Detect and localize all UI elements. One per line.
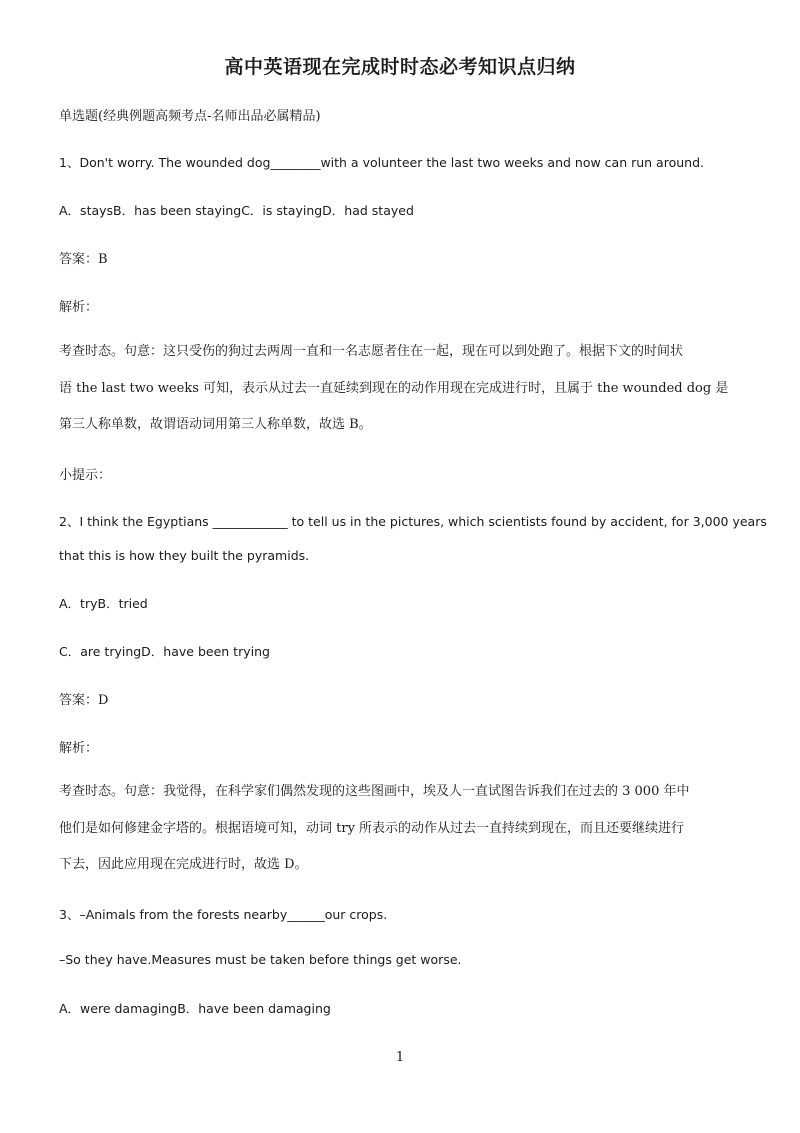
section-subtitle: 单选题(经典例题高频考点-名师出品必属精品) bbox=[59, 109, 321, 124]
question-2-answer: 答案：D bbox=[59, 693, 109, 708]
question-3-reply: –So they have.Measures must be taken before things get worse. bbox=[59, 952, 462, 967]
question-1-analysis bbox=[59, 334, 739, 444]
question-1-options: A．staysB．has been stayingC．is stayingD．had stayed bbox=[59, 203, 414, 218]
analysis-line: 他们是如何修建金字塔的。根据语境可知，动词 try 所表示的动作从过去一直持续到现在，而且还要继续进行 bbox=[59, 820, 685, 836]
analysis-line: 下去，因此应用现在完成进行时，故选 D。 bbox=[59, 857, 308, 872]
question-3-stem: 3、–Animals from the forests nearby______our crops. bbox=[59, 907, 388, 922]
question-2-stem-line-1: 2、I think the Egyptians ____________ to tell us in the pictures, which scientists found by accident, for 3,000 years bbox=[59, 514, 767, 529]
question-1-stem: 1、Don't worry. The wounded dog________with a volunteer the last two weeks and now can run around. bbox=[59, 155, 704, 170]
question-3-options-line-1: A．were damagingB．have been damaging bbox=[59, 1001, 331, 1016]
question-2-analysis bbox=[59, 774, 739, 884]
question-2-analysis-label: 解析： bbox=[59, 741, 99, 756]
question-1-tip: 小提示： bbox=[59, 468, 112, 483]
question-2-stem-line-2: that this is how they built the pyramids. bbox=[59, 548, 310, 563]
analysis-line: 第三人称单数，故谓语动词用第三人称单数，故选 B。 bbox=[59, 417, 372, 432]
question-1-analysis-label: 解析： bbox=[59, 300, 99, 315]
analysis-line: 考查时态。句意：这只受伤的狗过去两周一直和一名志愿者住在一起，现在可以到处跑了。根据下文的时间状 bbox=[59, 344, 684, 359]
question-1-answer: 答案：B bbox=[59, 252, 108, 267]
page-title: 高中英语现在完成时时态必考知识点归纳 bbox=[224, 56, 576, 78]
page-number: 1 bbox=[395, 1050, 405, 1065]
analysis-line: 考查时态。句意：我觉得，在科学家们偶然发现的这些图画中，埃及人一直试图告诉我们在过去的 3 000 年中 bbox=[59, 784, 690, 799]
question-2-options-line-2: C．are tryingD．have been trying bbox=[59, 644, 270, 659]
analysis-line: 语 the last two weeks 可知，表示从过去一直延续到现在的动作用现在完成进行时，且属于 the wounded dog 是 bbox=[59, 380, 729, 396]
question-2-options-line-1: A．tryB．tried bbox=[59, 596, 148, 611]
